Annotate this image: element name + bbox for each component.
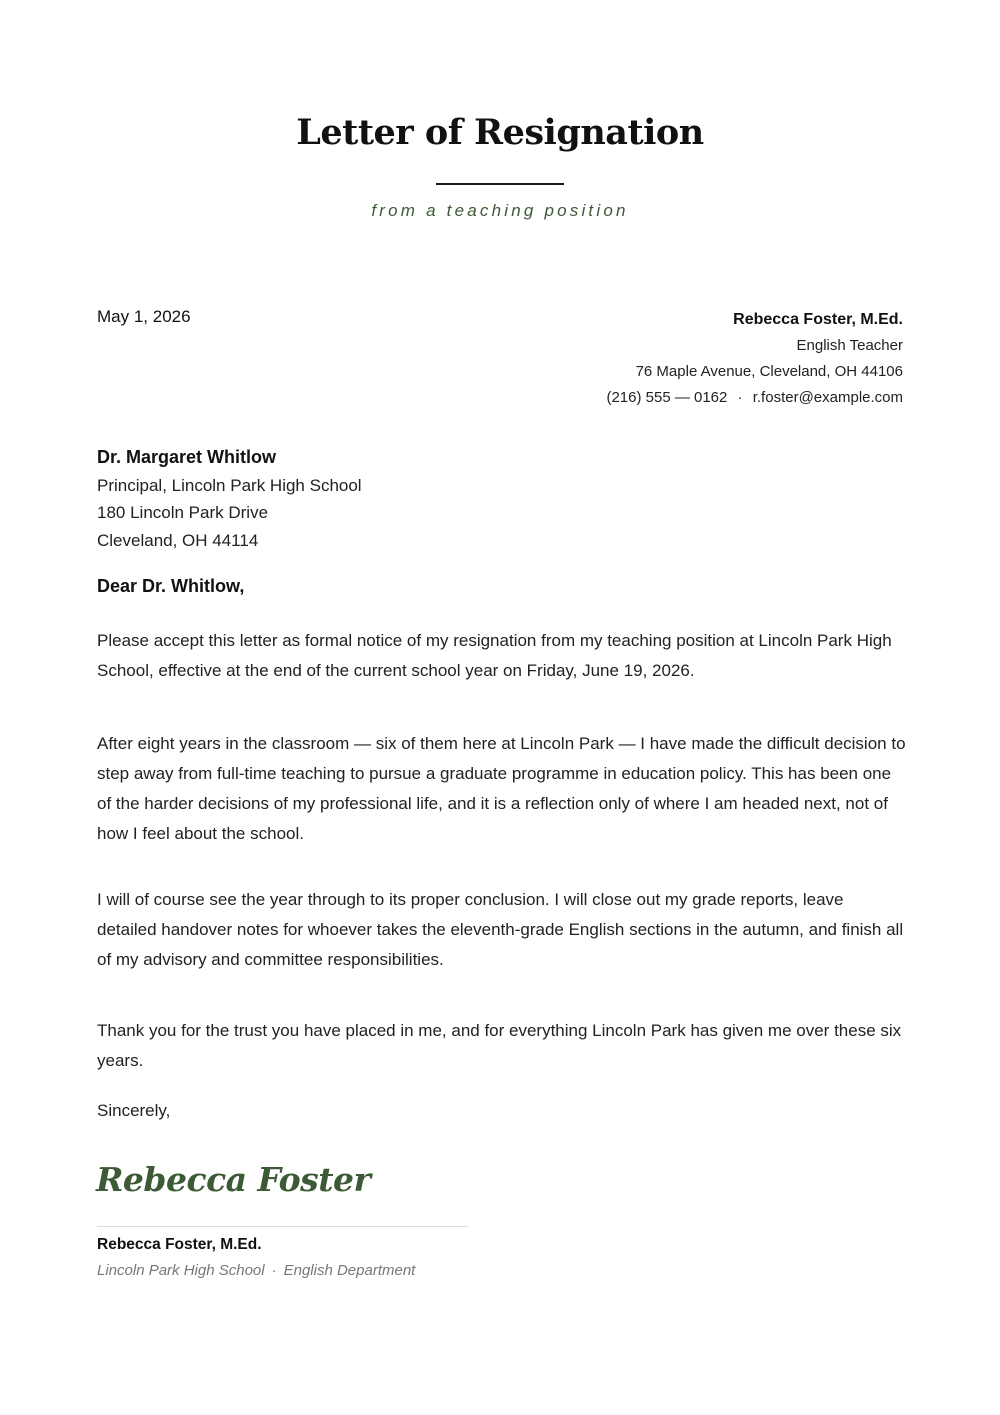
closing: Sincerely,	[97, 1101, 171, 1120]
salutation: Dear Dr. Whitlow,	[97, 576, 245, 596]
sender-role: English Teacher	[796, 337, 903, 354]
signature-school: Lincoln Park High School	[97, 1262, 265, 1279]
recipient-city: Cleveland, OH 44114	[97, 530, 259, 550]
body-paragraph-3: I will of course see the year through to its proper conclusion. I will close out my grade reports, leave detailed handover notes for whoever takes the eleventh-grade English sections in the autumn, and finish all of my advisory and committee responsibilities.	[97, 890, 904, 969]
signature-affiliation	[97, 1262, 415, 1279]
sender-contact	[606, 385, 903, 411]
contact-separator: ·	[737, 389, 743, 406]
sender-name: Rebecca Foster, M.Ed.	[733, 311, 903, 328]
handwritten-signature: Rebecca Foster	[96, 1160, 371, 1199]
sender-address: 76 Maple Avenue, Cleveland, OH 44106	[635, 363, 903, 380]
signature-name: Rebecca Foster, M.Ed.	[97, 1236, 262, 1253]
sender-block	[606, 307, 903, 411]
recipient-name: Dr. Margaret Whitlow	[97, 447, 277, 467]
letter-date: May 1, 2026	[97, 307, 191, 326]
signature-line	[97, 1226, 468, 1227]
body-paragraph-4: Thank you for the trust you have placed in me, and for everything Lincoln Park has given me over these six years.	[97, 1021, 902, 1070]
letter-title: Letter of Resignation	[296, 112, 704, 153]
body-paragraph-2: After eight years in the classroom — six of them here at Lincoln Park — I have made the difficult decision to step away from full-time teaching to pursue a graduate programme in education policy. This has been one of the harder decisions of my professional life, and it is a reflection only of where I am headed next, not of how I feel about the school.	[97, 734, 906, 843]
title-divider	[436, 183, 564, 185]
recipient-street: 180 Lincoln Park Drive	[97, 503, 269, 522]
sender-email: r.foster@example.com	[752, 389, 903, 406]
sender-phone: (216) 555 — 0162	[606, 389, 728, 406]
letter-subtitle: from a teaching position	[371, 201, 629, 220]
body-paragraph-1: Please accept this letter as formal notice of my resignation from my teaching position at Lincoln Park High School, effective at the end of the current school year on Friday, June 19, 2026.	[97, 631, 892, 680]
recipient-block	[97, 444, 362, 554]
affiliation-separator: ·	[271, 1262, 277, 1279]
signature-department: English Department	[283, 1262, 416, 1279]
recipient-title: Principal, Lincoln Park High School	[97, 475, 362, 495]
